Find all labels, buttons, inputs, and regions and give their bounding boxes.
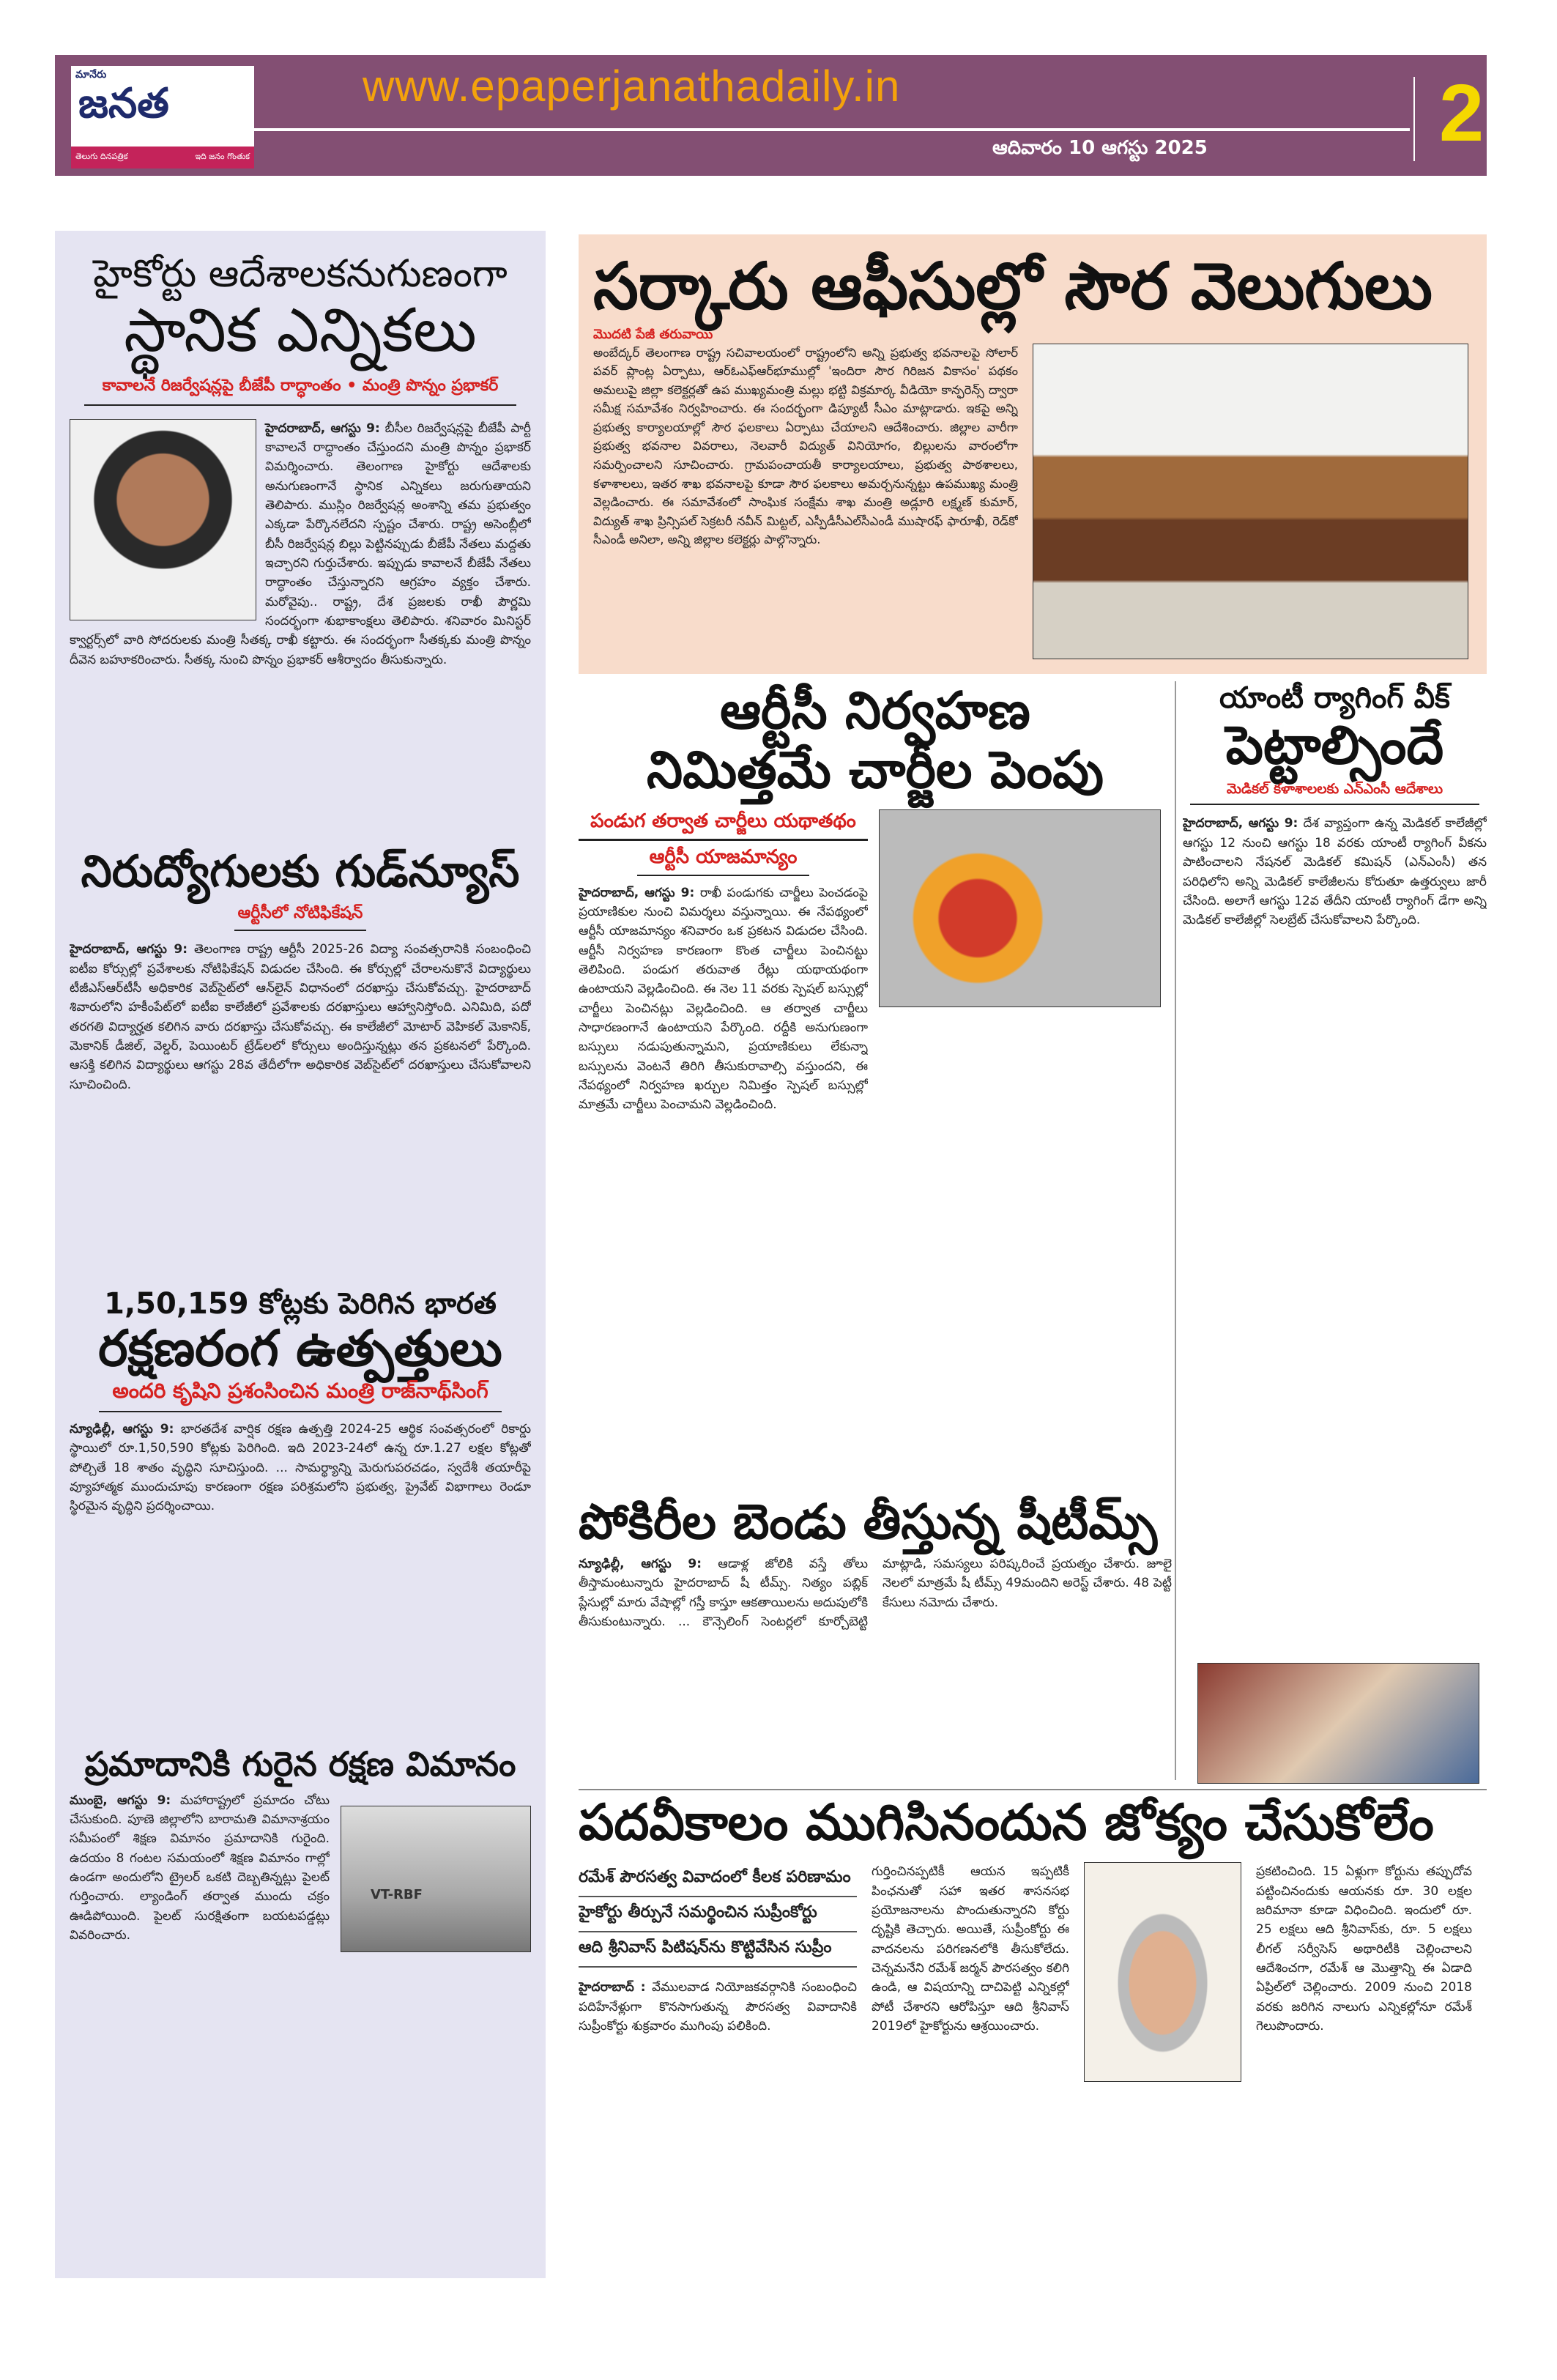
headline: పదవీకాలం ముగిసినందున జోక్యం చేసుకోలేం [579, 1795, 1434, 1852]
article-body [70, 419, 531, 829]
page-number: 2 [1439, 68, 1484, 158]
dateline: హైదరాబాద్, ఆగస్టు 9: [579, 885, 695, 900]
dateline: హైదరాబాద్ : [579, 1980, 646, 1995]
article-unemployed [70, 847, 531, 1270]
headline-line1: ఆర్టీసీ నిర్వహణ [720, 681, 1030, 741]
body-text: బీసీల రిజర్వేషన్లపై బీజేపీ పార్టీ కావాలనే రాద్ధాంతం చేస్తుందని మంత్రి పొన్నం ప్రభాకర్ విమర్శించారు. తెలంగాణ హైకోర్టు ఆదేశాలకు అనుగుణంగానే స్థానిక ఎన్నికలు జరుగుతాయని తెలిపారు. ముస్లిం రిజర్వేషన్ల అంశాన్ని తమ ప్రభుత్వం ఎక్కడా పేర్కొనలేదని స్పష్టం చేశారు. రాష్ట్ర అసెంబ్లీలో బీసీ రిజర్వేషన్ల బిల్లు పెట్టినప్పుడు బీజేపీ నేతలు మద్దతు ఇచ్చారని గుర్తుచేశారు. ఇప్పుడు కావాలనే బీజేపీ నేతలు రాద్ధాంతం చేస్తున్నారని ఆగ్రహం వ్యక్తం చేశారు. మరోవైపు.. రాష్ట్ర, దేశ ప్రజలకు రాఖీ పౌర్ణమి సందర్భంగా శుభాకాంక్షలు తెలిపారు. శనివారం మినిస్టర్ క్వార్టర్స్‌లో వారి సోదరులకు మంత్రి సీతక్క రాఖీ కట్టారు. ఈ సందర్భంగా సీతక్కకు మంత్రి పొన్నం దీవెన బహూకరించారు. సీతక్క నుంచి పొన్నం ప్రభాకర్ ఆశీర్వాదం తీసుకున్నారు. [70, 420, 531, 667]
ramesh-photo [1084, 1862, 1241, 2082]
column-divider [1175, 681, 1176, 1780]
subheadline: ఆర్టీసీలో నోటిఫికేషన్ [237, 903, 363, 922]
article-defence [70, 1287, 531, 1727]
logo-small-text: మానేరు [75, 69, 107, 81]
headline: నిరుద్యోగులకు గుడ్‌న్యూస్ [81, 845, 520, 897]
body-text: దేశ వ్యాప్తంగా ఉన్న మెడికల్ కాలేజీల్లో ఆగస్టు 12 నుంచి ఆగస్టు 18 వరకు యాంటీ ర్యాగింగ్ వీకను పాటించాలని నేషనల్ మెడికల్ కమిషన్ (ఎన్ఎంసీ) తన పరిధిలోని అన్ని మెడికల్ కాలేజీలను కోరుతూ ఉత్తర్వులు జారీ చేసింది. అలాగే ఆగస్టు 12వ తేదీని యాంటీ ర్యాగింగ్ డేగా అన్ని మెడికల్ కాలేజీల్లో సెలబ్రేట్ చేసుకోవాలని పేర్కొంది. [1183, 816, 1487, 928]
dateline: హైదరాబాద్, ఆగస్టు 9: [1183, 816, 1298, 831]
subheadline: కావాలనే రిజర్వేషన్లపై బీజేపీ రాద్ధాంతం • మంత్రి పొన్నం ప్రభాకర్ [102, 377, 499, 396]
headline: స్థానిక ఎన్నికలు [124, 295, 477, 366]
subheadline: ఆది శ్రీనివాస్ పిటిషన్‌ను కొట్టివేసిన సుప్రీం [579, 1932, 857, 1968]
newspaper-logo[interactable] [71, 66, 254, 168]
article-body [579, 1978, 857, 2278]
dateline: న్యూఢిల్లీ, ఆగస్టు 9: [579, 1556, 702, 1571]
plane-row [70, 1791, 531, 2084]
subheadline: రమేశ్ పౌరసత్వ వివాదంలో కీలక పరిణామం [579, 1862, 857, 1897]
meeting-photo [1033, 344, 1468, 659]
article-rtc [579, 681, 1172, 1487]
article-ragging [1183, 681, 1487, 1787]
citizenship-row [579, 1862, 1487, 2278]
dateline: హైదరాబాద్, ఆగస్టు 9: [70, 942, 188, 957]
subheadlines [579, 1862, 857, 2278]
body-text: మహారాష్ట్రలో ప్రమాదం చోటు చేసుకుంది. పూణె జిల్లాలోని బారామతి విమానాశ్రయం సమీపంలో శిక్షణ విమానం ప్రమాదానికి గురైంది. ఉదయం 8 గంటల సమయంలో శిక్షణ విమానం గాల్లో ఉండగా అందులోని ట్రైలర్ ఒకటి దెబ్బతిన్నట్లు పైలట్ గుర్తించారు. ల్యాండింగ్ తర్వాత ముందు చక్రం ఊడిపోయింది. పైలట్ సురక్షితంగా బయటపడ్డట్లు వివరించారు. [70, 1793, 330, 1943]
dateline: ముంబై, ఆగస్టు 9: [70, 1793, 171, 1808]
kicker: హైకోర్టు ఆదేశాలకనుగుణంగా [93, 252, 508, 296]
article-body [1183, 814, 1487, 1656]
rtc-row [579, 809, 1172, 1487]
divider [234, 930, 366, 931]
article-body-col3: ప్రకటించింది. 15 ఏళ్లుగా కోర్టును తప్పుదోవ పట్టించినందుకు ఆయనకు రూ. 30 లక్షల జరిమానా కూడా విధించింది. ఇందులో రూ. 25 లక్షలు ఆది శ్రీనివాస్‌కు, రూ. 5 లక్షలు లీగల్ సర్వీసెస్ అథారిటీకి చెల్లించాలని ఆదేశించగా, రమేశ్ ఆ మొత్తాన్ని ఈ ఏడాది ఏప్రిల్‌లో చెల్లించారు. 2009 నుంచి 2018 వరకు జరిగిన నాలుగు ఎన్నికల్లోనూ రమేశ్ గెలుపొందారు. [1256, 1864, 1472, 2034]
issue-date: ఆదివారం 10 ఆగస్టు 2025 [992, 137, 1208, 159]
subheadline-2: ఆర్టీసీ యాజమాన్యం [649, 845, 798, 868]
subheadline: మెడికల్ కళాశాలలకు ఎన్ఎంసీ ఆదేశాలు [1226, 780, 1443, 797]
divider [84, 404, 516, 406]
body-text: రాఖీ పండుగకు చార్జీలు పెంచడంపై ప్రయాణికుల నుంచి విమర్శలు వస్తున్నాయి. ఈ నేపథ్యంలో ఆర్టీసీ యాజమాన్యం శనివారం ఒక ప్రకటన విడుదల చేసింది. ఆర్టీసీ నిర్వహణ కారణంగా కొంత చార్జీలు పెంచినట్టు తెలిపింది. పండుగ తరువాత రేట్లు యథాయథంగా ఉంటాయని వెల్లడించింది. ఈ నెల 11 వరకు స్పెషల్ బస్సుల్లో చార్జీలు పెంచినట్లు వెల్లడించింది. ఆ తర్వాత చార్జీలు సాధారణంగానే ఉంటాయని పేర్కొంది. రద్దీకి అనుగుణంగా బస్సులు నడుపుతున్నామని, ప్రయాణికులు లేకున్నా బస్సులను వెంటనే తిరిగి తీసుకురావాల్సి వస్తుందని, ఈ నేపథ్యంలో నిర్వహణ ఖర్చుల నిమిత్తం స్పెషల్ బస్సుల్లో మాత్రమే చార్జీలు పెంచామని వెల్లడించింది. [579, 885, 868, 1113]
dateline: న్యూఢిల్లీ, ఆగస్టు 9: [70, 1421, 174, 1436]
subheadline: అందరి కృషిని ప్రశంసించిన మంత్రి రాజ్‌నాథ్‌సింగ్ [112, 1379, 488, 1404]
divider [99, 1411, 502, 1412]
subheadline: హైకోర్టు తీర్పునే సమర్థించిన సుప్రీంకోర్టు [579, 1897, 857, 1932]
masthead [55, 55, 1487, 176]
left-column [55, 231, 546, 2278]
article-she-teams [579, 1494, 1172, 1780]
minister-photo [70, 419, 256, 620]
article-body-col2: గుర్తించినప్పటికీ ఆయన ఇప్పటికీ పింఛనుతో సహా ఇతర శాసనసభ ప్రయోజనాలను పొందుతున్నారని కోర్టు దృష్టికి తెచ్చారు. అయితే, సుప్రీంకోర్టు ఈ వాదనలను పరిగణనలోకి తీసుకోలేదు. చెన్నమనేని రమేశ్ జర్మన్ పౌరసత్వం కలిగి ఉండి, ఆ విషయాన్ని దాచిపెట్టి ఎన్నికల్లో పోటీ చేశారని ఆరోపిస్తూ ఆది శ్రీనివాస్ 2019లో హైకోర్టును ఆశ్రయించారు. [872, 1864, 1069, 2034]
article-body: అంబేద్కర్ తెలంగాణ రాష్ట్ర సచివాలయంలో రాష్ట్రంలోని అన్ని ప్రభుత్వ భవనాలపై సోలార్ పవర్ ప్లాంట్ల ఏర్పాటు, ఆర్‌ఓఎఫ్‌ఆర్‌భూముల్లో 'ఇందిరా సౌర గిరిజన వికాసం' పథకం అమలుపై జిల్లా కలెక్టర్లతో ఉప ముఖ్యమంత్రి మల్లు భట్టి విక్రమార్క వీడియో కాన్ఫరెన్స్ ద్వారా సమీక్ష సమావేశం నిర్వహించారు. ఈ సందర్భంగా డిప్యూటీ సీఎం మాట్లాడారు. ఇకపై అన్ని ప్రభుత్వ కార్యాలయాల్లో సౌర ఫలకాలు ఏర్పాటు చేయాలని ఆదేశించారు. జిల్లాల వారీగా ప్రభుత్వ భవనాల వివరాలు, నెలవారీ విద్యుత్ వినియోగం, బిల్లులను వారంలోగా సమర్పించాలని సూచించారు. గ్రామపంచాయతీ కార్యాలయాలు, ప్రభుత్వ పాఠశాలలు, కళాశాలలు, ఇతర శాఖ భవనాలపై కూడా సౌర ఫలకాలు అమర్చనున్నట్టు ఉపముఖ్య మంత్రి వెల్లడించారు. ఈ సమావేశంలో సాంఘిక సంక్షేమ శాఖ మంత్రి అడ్లూరి లక్ష్మణ్ కుమార్, విద్యుత్ శాఖ ప్రిన్సిపల్ సెక్రటరీ నవీన్ మిట్టల్, ఎస్పీడీసీఎల్‌సీఎండీ ముషారఫ్ ఫారూఖీ, రెడ్‌కో సీఎండీ అనిలా, అన్ని జిల్లాల కలెక్టర్లు పాల్గొన్నారు. [593, 345, 1018, 547]
logo-tag-right: ఇది జనం గొంతుక [195, 152, 250, 161]
subheadline: పండుగ తర్వాత చార్జీలు యథాతథం [590, 810, 856, 832]
body-text: ఆడాళ్ల జోలికి వస్తే తోలు తీస్తామంటున్నారు హైదరాబాద్ షీ టీమ్స్. నిత్యం పబ్లిక్ ప్లేసుల్లో మారు వేషాల్లో గస్తీ కాస్తూ ఆకతాయిలను అదుపులోకి తీసుకుంటున్నారు. ... కౌన్సెలింగ్ సెంటర్లలో కూర్చోబెట్టి మాట్లాడి, సమస్యలు పరిష్కరించే ప్రయత్నం చేశారు. జూలై నెలలో మాత్రమే షీ టీమ్స్ 49మందిని అరెస్ట్ చేశారు. 48 పెట్టీ కేసులు నమోదు చేశారు. [579, 1556, 1172, 1629]
body-text: భారతదేశ వార్షిక రక్షణ ఉత్పత్తి 2024-25 ఆర్థిక సంవత్సరంలో రికార్డు స్థాయిలో రూ.1,50,590 కోట్లకు పెరిగింది. ఇది 2023-24లో ఉన్న రూ.1.27 లక్షల కోట్లతో పోల్చితే 18 శాతం వృద్ధిని సూచిస్తుంది. ... సామర్థ్యాన్ని మెరుగుపరచడం, స్వదేశీ తయారీపై వ్యూహాత్మక ముందుచూపు కారణంగా రక్షణ పరిశ్రమలోని ప్రభుత్వ, ప్రైవేట్ విభాగాలు రెండూ స్థిరమైన వృద్ధిని ప్రదర్శించాయి. [70, 1421, 531, 1514]
article-body [579, 883, 868, 1487]
article-body [70, 1420, 531, 1727]
kicker: మొదటి పేజీ తరువాయి [593, 327, 713, 343]
kicker: 1,50,159 కోట్లకు పెరిగిన భారత [104, 1287, 497, 1321]
body-text: వేములవాడ నియోజకవర్గానికి సంబంధించి పదిహేనేళ్లుగా కొనసాగుతున్న పౌరసత్వ వివాదానికి సుప్రీంకోర్టు శుక్రవారం ముగింపు పలికింది. [579, 1980, 857, 2034]
divider [579, 839, 868, 841]
headline: పోకిరీల బెండు తీస్తున్న షీటీమ్స్ [579, 1494, 1158, 1550]
article-plane [70, 1745, 531, 2084]
article-local-elections [70, 253, 531, 829]
body-text: తెలంగాణ రాష్ట్ర ఆర్టీసీ 2025-26 విద్యా సంవత్సరానికి సంబంధించి ఐటీఐ కోర్సుల్లో ప్రవేశాలకు నోటిఫికేషన్ విడుదల చేసింది. ఈ కోర్సుల్లో చేరాలనుకొనే విద్యార్థులు టీజీఎస్‌ఆర్‌టీసీ అధికారిక వెబ్‌సైట్‌లో ఆన్‌లైన్ విధానంలో దరఖాస్తు చేసుకోవచ్చు. హైదరాబాద్ శివారులోని హకీంపేట్‌లో ఐటీఐ కాలేజీలో ప్రవేశాలకు దరఖాస్తులు ఆహ్వానిస్తోంది. ఎనిమిది, పదో తరగతి విద్యార్హత కలిగిన వారు దరఖాస్తు చేసుకోవచ్చు. ఈ కాలేజీలో మోటార్ వెహికల్ మెకానిక్, మెకానిక్ డీజిల్, వెల్డర్, పెయింటర్ ట్రేడ్‌లలో కోర్సులు అందిస్తున్నట్లు తన ప్రకటనలో పేర్కొంది. ఆసక్తి కలిగిన విద్యార్థులు ఆగస్టు 28వ తేదీలోగా అధికారిక వెబ్‌సైట్‌లో దరఖాస్తులు చేసుకోవాలని సూచించింది. [70, 942, 531, 1092]
logo-name: జనత [78, 81, 169, 127]
masthead-divider [253, 128, 1410, 131]
logo-tagline-strip [71, 147, 254, 168]
article-body [579, 1554, 1172, 1780]
article-body [70, 940, 531, 1269]
ragging-photo [1197, 1663, 1479, 1784]
headline-line2: పెట్టాల్సిందే [1225, 714, 1444, 776]
plane-photo [341, 1806, 531, 1952]
masthead-vertical-divider [1413, 77, 1415, 161]
rtc-text-column [579, 809, 868, 1487]
headline-line1: యాంటీ ర్యాగింగ్ వీక్ [1219, 681, 1450, 715]
article-citizenship [579, 1795, 1487, 2278]
section-divider [579, 1789, 1487, 1790]
divider [1190, 804, 1479, 805]
solar-row [593, 344, 1472, 659]
headline: సర్కారు ఆఫీసుల్లో సౌర వెలుగులు [593, 248, 1432, 324]
dateline: హైదరాబాద్, ఆగస్టు 9: [265, 420, 380, 436]
plane-registration: VT-RBF [371, 1886, 423, 1902]
article-solar [579, 234, 1487, 674]
logo-tag-left: తెలుగు దినపత్రిక [75, 152, 128, 161]
tsrtc-logo-photo [879, 809, 1161, 1007]
headline-line2: నిమిత్తమే చార్జీల పెంపు [647, 739, 1104, 800]
article-body [70, 1791, 330, 2084]
headline: ప్రమాదానికి గురైన రక్షణ విమానం [84, 1743, 516, 1784]
headline: రక్షణరంగ ఉత్పత్తులు [98, 1320, 502, 1379]
divider [637, 875, 809, 876]
website-url[interactable]: www.epaperjanathadaily.in [363, 62, 901, 111]
